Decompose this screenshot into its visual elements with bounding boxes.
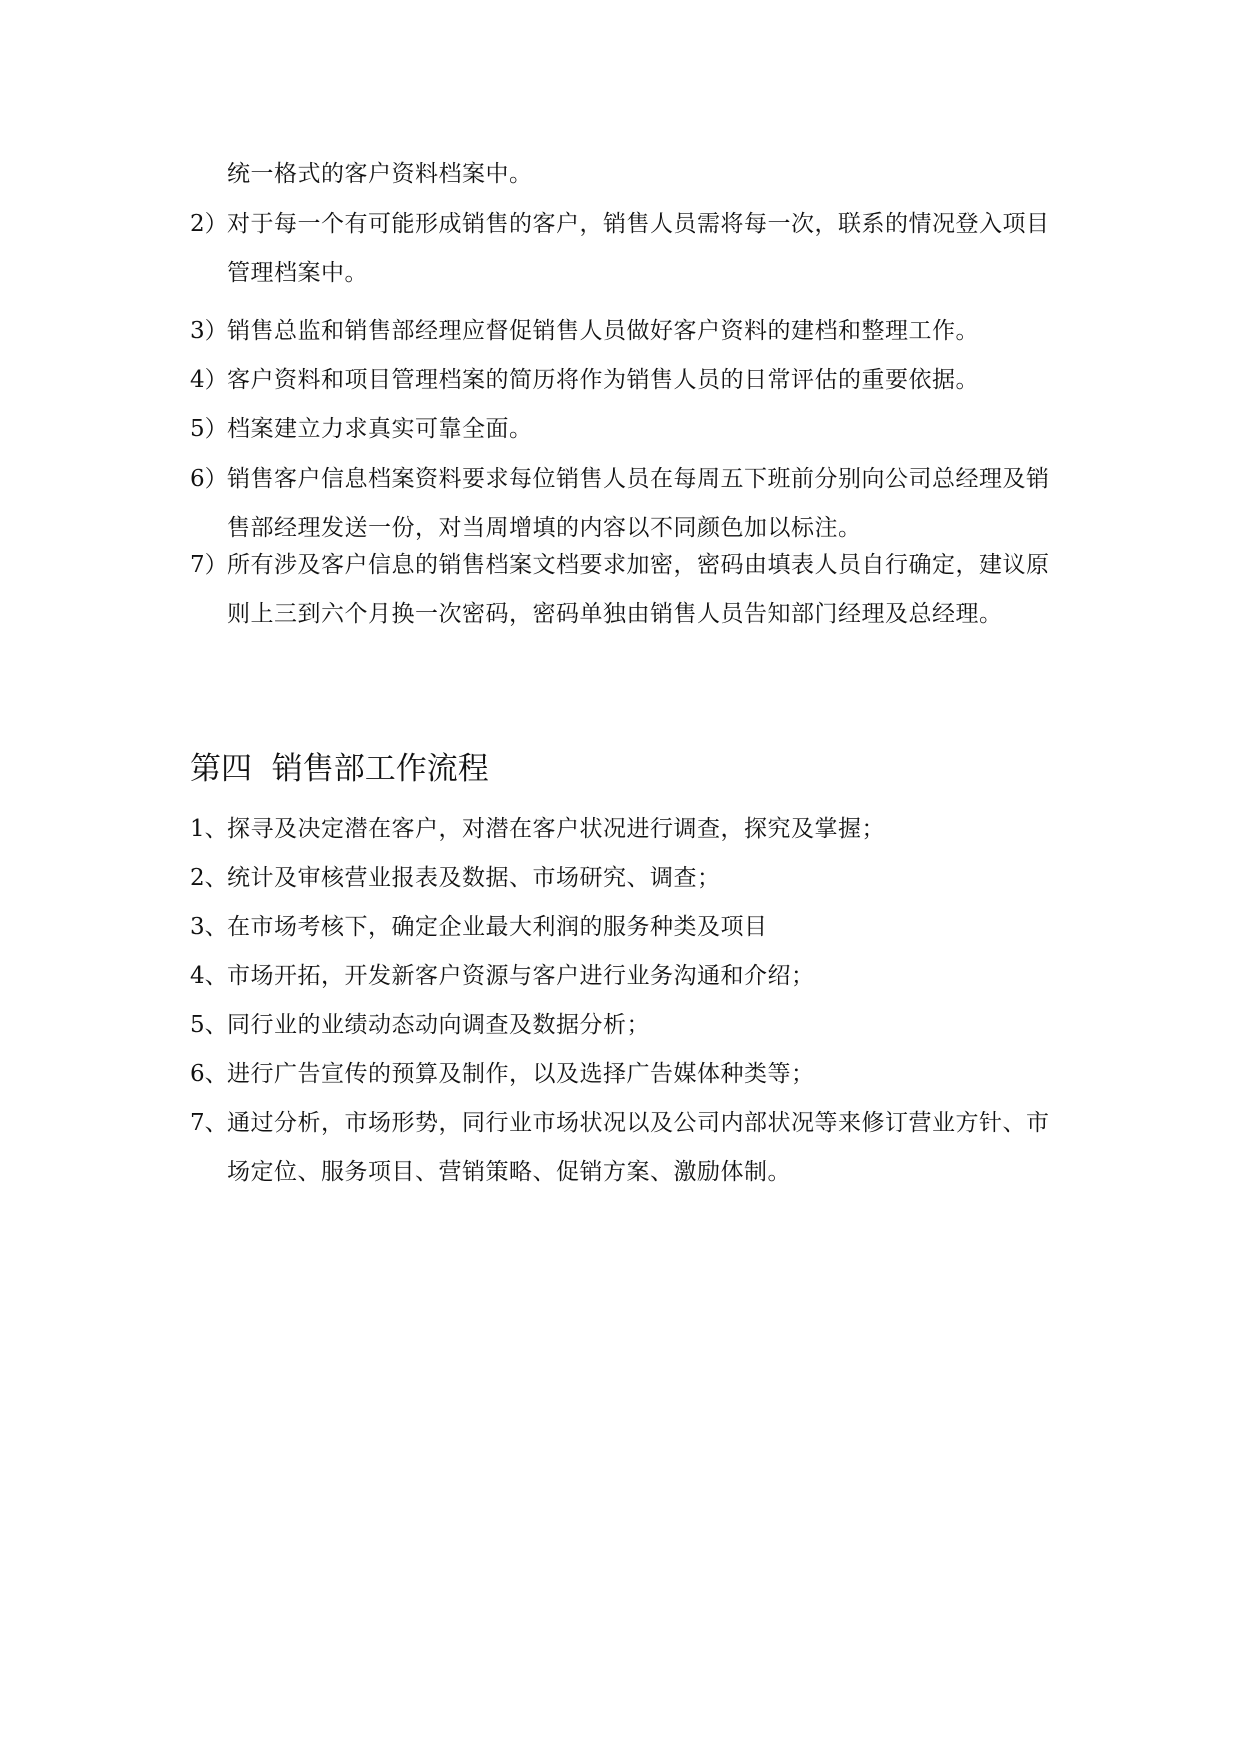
list-item-text: 客户资料和项目管理档案的简历将作为销售人员的日常评估的重要依据。 [227, 367, 979, 393]
list-item-text: 在市场考核下，确定企业最大利润的服务种类及项目 [227, 914, 768, 940]
list-item [190, 952, 1070, 1001]
list-item [190, 903, 1070, 952]
list-item-text: 统计及审核营业报表及数据、市场研究、调查； [227, 865, 721, 891]
list-item [190, 854, 1070, 903]
list-item [190, 455, 1070, 553]
section-heading: 第四 销售部工作流程 [190, 751, 489, 787]
list-item-number: 5、 [190, 1012, 228, 1038]
list-item-text: 通过分析，市场形势，同行业市场状况以及公司内部状况等来修订营业方针、市场定位、服务项目、营销策略、促销方案、激励体制。 [227, 1110, 1050, 1185]
list-item-text: 同行业的业绩动态动向调查及数据分析； [227, 1012, 650, 1038]
list-item-text: 对于每一个有可能形成销售的客户，销售人员需将每一次，联系的情况登入项目管理档案中。 [227, 211, 1050, 286]
list-item-text: 档案建立力求真实可靠全面。 [227, 416, 533, 442]
list-item-text: 探寻及决定潜在客户，对潜在客户状况进行调查，探究及掌握； [227, 816, 885, 842]
list-item [190, 1099, 1070, 1197]
list-item-number: 6、 [190, 1061, 228, 1087]
list-item [190, 307, 1070, 356]
list-item-number: 2、 [190, 865, 228, 891]
list-item-number: 3、 [190, 914, 228, 940]
list-item-number: 7） [190, 552, 228, 578]
list-item-number: 2） [190, 211, 228, 237]
list-item [190, 356, 1070, 405]
list-item-text: 销售客户信息档案资料要求每位销售人员在每周五下班前分别向公司总经理及销售部经理发送一份，对当周增填的内容以不同颜色加以标注。 [227, 466, 1050, 541]
list-item-text: 市场开拓，开发新客户资源与客户进行业务沟通和介绍； [227, 963, 815, 989]
list-item [190, 200, 1070, 298]
list-item-text: 销售总监和销售部经理应督促销售人员做好客户资料的建档和整理工作。 [227, 318, 979, 344]
list-item-continuation: 统一格式的客户资料档案中。 [227, 161, 533, 187]
list-item-number: 4） [190, 367, 228, 393]
list-item [190, 541, 1070, 639]
list-item-number: 4、 [190, 963, 228, 989]
list-item-number: 3） [190, 318, 228, 344]
list-item-text: 所有涉及客户信息的销售档案文档要求加密，密码由填表人员自行确定，建议原则上三到六个月换一次密码，密码单独由销售人员告知部门经理及总经理。 [227, 552, 1050, 627]
list-item [190, 1050, 1070, 1099]
list-item [190, 405, 1070, 454]
list-item [190, 1001, 1070, 1050]
list-item-number: 5） [190, 416, 228, 442]
list-item-number: 1、 [190, 816, 228, 842]
list-item-text: 进行广告宣传的预算及制作，以及选择广告媒体种类等； [227, 1061, 815, 1087]
list-item-number: 6） [190, 466, 228, 492]
list-item [190, 805, 1070, 854]
list-item-number: 7、 [190, 1110, 228, 1136]
